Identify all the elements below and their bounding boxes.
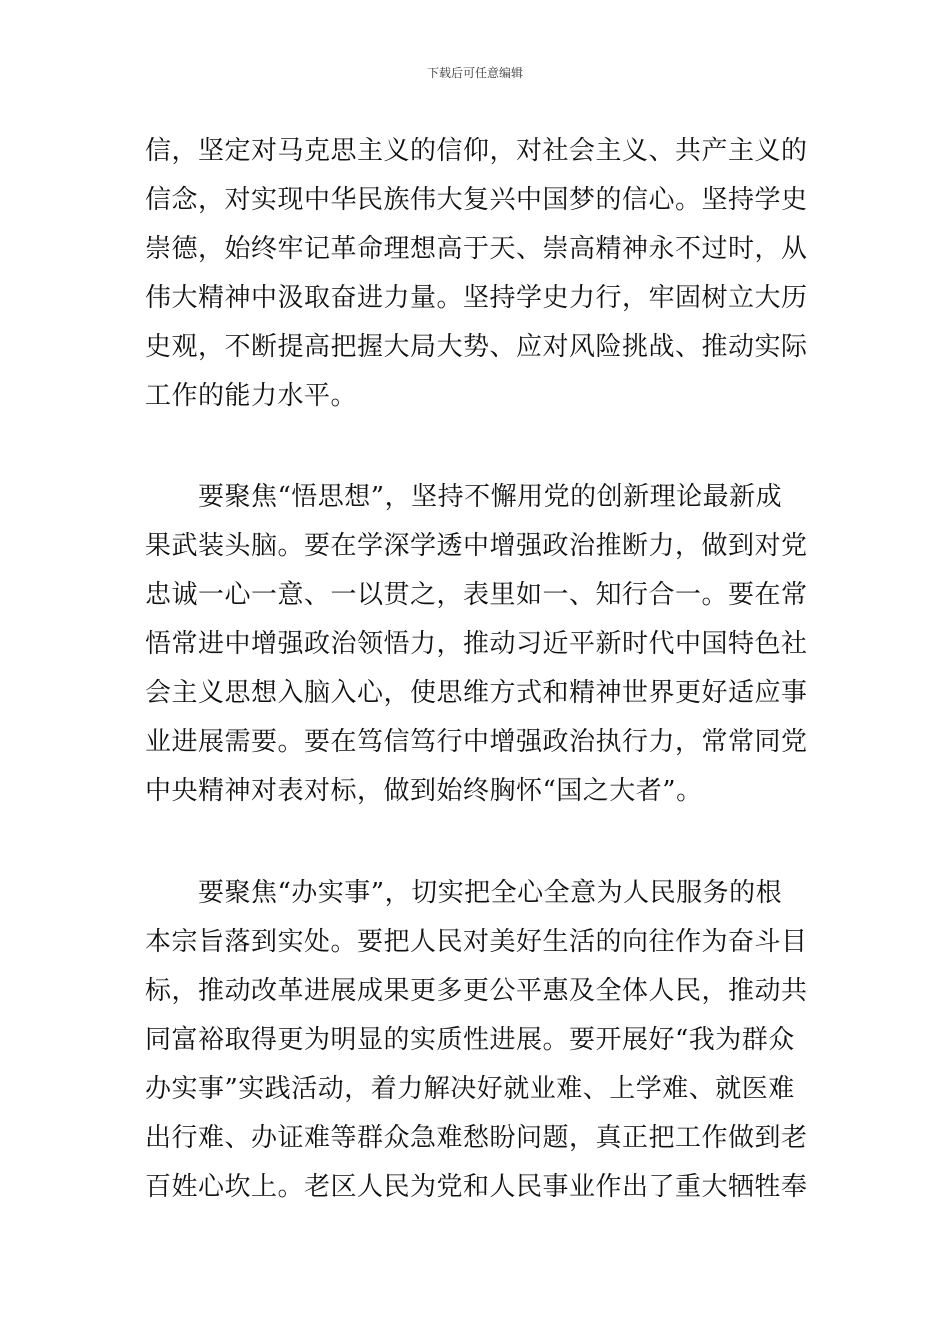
paragraph-3-line-6: 出行难、办证难等群众急难愁盼问题，真正把工作做到老 [145, 1123, 808, 1153]
paragraph-1-line-1: 信，坚定对马克思主义的信仰，对社会主义、共产主义的 [145, 136, 808, 166]
paragraph-1-line-3: 崇德，始终牢记革命理想高于天、崇高精神永不过时，从 [145, 234, 808, 264]
paragraph-1-line-6: 工作的能力水平。 [145, 381, 358, 411]
paragraph-2-line-7: 中央精神对表对标，做到始终胸怀“国之大者”。 [145, 776, 703, 806]
paragraph-1-line-4: 伟大精神中汲取奋进力量。坚持学史力行，牢固树立大历 [145, 283, 808, 313]
paragraph-3-line-2: 本宗旨落到实处。要把人民对美好生活的向往作为奋斗目 [145, 927, 808, 957]
paragraph-2-line-6: 业进展需要。要在笃信笃行中增强政治执行力，常常同党 [145, 727, 808, 757]
paragraph-3-line-7: 百姓心坎上。老区人民为党和人民事业作出了重大牺牲奉 [145, 1172, 808, 1202]
paragraph-2-line-2: 果武装头脑。要在学深学透中增强政治推断力，做到对党 [145, 531, 808, 561]
paragraph-2-line-1: 要聚焦“悟思想”，坚持不懈用党的创新理论最新成 [145, 482, 783, 512]
paragraph-1-line-2: 信念，对实现中华民族伟大复兴中国梦的信心。坚持学史 [145, 185, 808, 215]
paragraph-2-line-5: 会主义思想入脑入心，使思维方式和精神世界更好适应事 [145, 678, 808, 708]
page-header: 下载后可任意编辑 [426, 66, 523, 80]
paragraph-3-line-1: 要聚焦“办实事”，切实把全心全意为人民服务的根 [145, 878, 783, 908]
paragraph-3-line-4: 同富裕取得更为明显的实质性进展。要开展好“我为群众 [145, 1025, 795, 1055]
paragraph-2-line-4: 悟常进中增强政治领悟力，推动习近平新时代中国特色社 [145, 629, 808, 659]
paragraph-3-line-3: 标，推动改革进展成果更多更公平惠及全体人民，推动共 [145, 976, 808, 1006]
paragraph-2-line-3: 忠诚一心一意、一以贯之，表里如一、知行合一。要在常 [145, 580, 808, 610]
paragraph-3-line-5: 办实事”实践活动，着力解决好就业难、上学难、就医难 [145, 1074, 795, 1104]
paragraph-1-line-5: 史观，不断提高把握大局大势、应对风险挑战、推动实际 [145, 332, 808, 362]
